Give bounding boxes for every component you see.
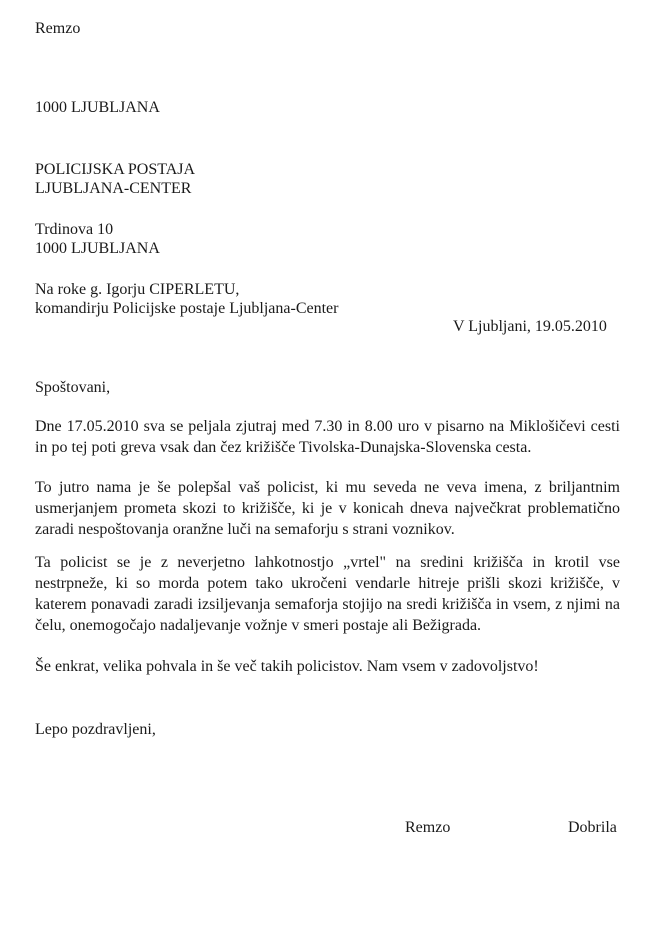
body-paragraph-3: Ta policist se je z neverjetno lahkotnostjo „vrtel" na sredini križišča in krotil vse nestrpneže, ki so morda potem tako ukročeni vendarle hitreje prišli skozi križišče, v katerem ponavadi zaradi izsiljevanja semaforja stojijo na sredi križišča in vsem, z njimi na čelu, onemogočajo nadaljevanje vožnje v smeri postaje ali Bežigrada. [35,554,620,634]
recipient-attention-1: Na roke g. Igorju CIPERLETU, [35,281,240,298]
closing: Lepo pozdravljeni, [35,721,156,738]
sender-name: Remzo [35,20,81,37]
recipient-street: Trdinova 10 [35,221,114,238]
sender-city: 1000 LJUBLJANA [35,99,160,116]
body-paragraph-1: Dne 17.05.2010 sva se peljala zjutraj med 7.30 in 8.00 uro v pisarno na Miklošičevi cesti in po tej poti greva vsak dan čez križišče Tivolska-Dunajska-Slovenska cesta. [35,418,620,456]
recipient-line1: POLICIJSKA POSTAJA [35,161,196,178]
recipient-attention-2: komandirju Policijske postaje Ljubljana-Center [35,300,339,317]
body-paragraph-4: Še enkrat, velika pohvala in še več takih policistov. Nam vsem v zadovoljstvo! [35,658,539,675]
signature-remzo: Remzo [405,819,451,836]
body-paragraph-2: To jutro nama je še polepšal vaš policist, ki mu seveda ne veva imena, z briljantnim usmerjanjem prometa skozi to križišče, ki je v konicah dneva največkrat problematično zaradi nespoštovanja oranžne luči na semaforju s strani voznikov. [35,479,620,538]
signature-dobrila: Dobrila [568,819,617,836]
place-date: V Ljubljani, 19.05.2010 [453,318,607,335]
salutation: Spoštovani, [35,379,111,396]
recipient-line2: LJUBLJANA-CENTER [35,180,192,197]
recipient-city: 1000 LJUBLJANA [35,240,160,257]
